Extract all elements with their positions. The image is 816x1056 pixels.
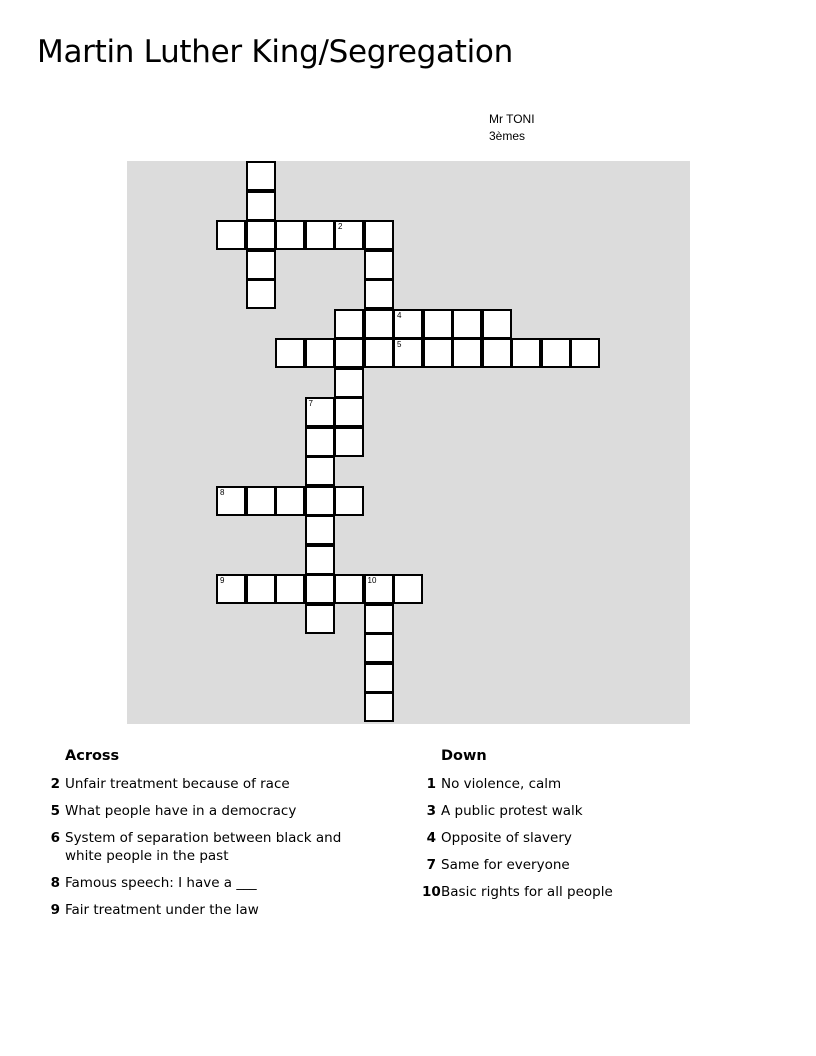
clue-number: 4 <box>426 830 436 846</box>
cell-number: 9 <box>220 576 225 585</box>
cell-number: 2 <box>338 222 343 231</box>
clue-text: Famous speech: I have a ___ <box>65 875 257 891</box>
crossword-cell[interactable] <box>305 427 335 457</box>
crossword-cell[interactable] <box>364 604 394 634</box>
clue-number: 5 <box>50 803 60 819</box>
crossword-cell[interactable] <box>511 338 541 368</box>
crossword-cell[interactable] <box>364 574 394 604</box>
clue-number: 9 <box>50 902 60 918</box>
crossword-cell[interactable] <box>246 250 276 280</box>
crossword-cell[interactable] <box>364 279 394 309</box>
cell-number: 4 <box>397 310 402 320</box>
clue-item <box>422 856 752 874</box>
clue-number: 8 <box>50 875 60 891</box>
crossword-cell[interactable] <box>305 574 335 604</box>
crossword-cell[interactable] <box>364 309 394 339</box>
clue-number: 7 <box>426 857 436 873</box>
clue-item <box>46 901 376 919</box>
crossword-cell[interactable] <box>305 456 335 486</box>
crossword-cell[interactable] <box>246 220 276 250</box>
clue-item <box>422 802 752 820</box>
crossword-cell[interactable] <box>482 309 512 339</box>
clue-number: 10 <box>422 884 441 900</box>
clue-text: Same for everyone <box>441 857 570 873</box>
clue-text: Opposite of slavery <box>441 830 572 846</box>
crossword-cell[interactable] <box>334 220 364 250</box>
clue-number: 1 <box>426 776 436 792</box>
cell-number: 8 <box>220 487 225 497</box>
clue-item <box>46 802 376 820</box>
clue-item <box>422 775 752 793</box>
across-heading: Across <box>65 748 120 764</box>
cell-number: 10 <box>367 576 377 585</box>
crossword-cell[interactable] <box>275 338 305 368</box>
across-clue-list <box>46 775 376 919</box>
crossword-cell[interactable] <box>393 574 423 604</box>
crossword-cell[interactable] <box>305 604 335 634</box>
clue-text: Fair treatment under the law <box>65 902 259 918</box>
crossword-cell[interactable] <box>334 368 364 398</box>
crossword-cell[interactable] <box>364 250 394 280</box>
crossword-cell[interactable] <box>482 338 512 368</box>
crossword-cell[interactable] <box>423 309 453 339</box>
crossword-cell[interactable] <box>364 692 394 722</box>
crossword-cell[interactable] <box>305 515 335 545</box>
page-title: Martin Luther King/Segregation <box>37 34 513 70</box>
crossword-cell[interactable] <box>305 486 335 516</box>
crossword-cell[interactable] <box>334 574 364 604</box>
crossword-cell[interactable] <box>334 309 364 339</box>
crossword-cell[interactable] <box>246 279 276 309</box>
clue-text: What people have in a democracy <box>65 803 297 819</box>
crossword-cell[interactable] <box>246 191 276 221</box>
crossword-cell[interactable] <box>275 574 305 604</box>
crossword-cell[interactable] <box>305 397 335 427</box>
author-block <box>489 111 535 145</box>
crossword-cell[interactable] <box>452 338 482 368</box>
crossword-cell[interactable] <box>452 309 482 339</box>
clue-text: No violence, calm <box>441 776 562 792</box>
crossword-cell[interactable] <box>423 338 453 368</box>
crossword-cell[interactable] <box>334 397 364 427</box>
crossword-cell[interactable] <box>216 574 246 604</box>
crossword-cell[interactable] <box>393 309 423 339</box>
clue-number: 2 <box>50 776 60 792</box>
clue-item <box>46 874 376 892</box>
clue-item <box>46 775 376 793</box>
crossword-cell[interactable] <box>305 220 335 250</box>
down-clue-list <box>422 775 752 901</box>
clues-down <box>422 748 752 910</box>
crossword-cell[interactable] <box>364 663 394 693</box>
crossword-cell[interactable] <box>334 486 364 516</box>
author-name: Mr TONI <box>489 112 535 126</box>
clue-item <box>46 829 376 865</box>
clues-across <box>46 748 376 928</box>
crossword-cell[interactable] <box>305 338 335 368</box>
clue-text: Basic rights for all people <box>441 884 613 900</box>
crossword-cell[interactable] <box>364 338 394 368</box>
crossword-cell[interactable] <box>570 338 600 368</box>
crossword-cell[interactable] <box>275 220 305 250</box>
crossword-cell[interactable] <box>216 220 246 250</box>
crossword-cell[interactable] <box>246 161 276 191</box>
clue-item <box>422 829 752 847</box>
clue-number: 6 <box>50 830 60 846</box>
cell-number: 5 <box>397 340 402 349</box>
clue-text: System of separation between black and white people in the past <box>65 830 342 864</box>
crossword-cell[interactable] <box>216 486 246 516</box>
crossword-cell[interactable] <box>246 574 276 604</box>
crossword-cell[interactable] <box>393 338 423 368</box>
clue-text: Unfair treatment because of race <box>65 776 290 792</box>
crossword-cell[interactable] <box>541 338 571 368</box>
down-heading: Down <box>441 748 487 764</box>
crossword-cell[interactable] <box>334 338 364 368</box>
crossword-cell[interactable] <box>275 486 305 516</box>
crossword-grid <box>127 161 690 724</box>
clue-item <box>422 883 752 901</box>
crossword-cell[interactable] <box>246 486 276 516</box>
crossword-cell[interactable] <box>364 633 394 663</box>
clue-number: 3 <box>426 803 436 819</box>
cell-number: 7 <box>308 399 313 408</box>
crossword-cell[interactable] <box>334 427 364 457</box>
clue-text: A public protest walk <box>441 803 583 819</box>
crossword-cell[interactable] <box>305 545 335 575</box>
class-level: 3èmes <box>489 129 526 143</box>
crossword-cell[interactable] <box>364 220 394 250</box>
